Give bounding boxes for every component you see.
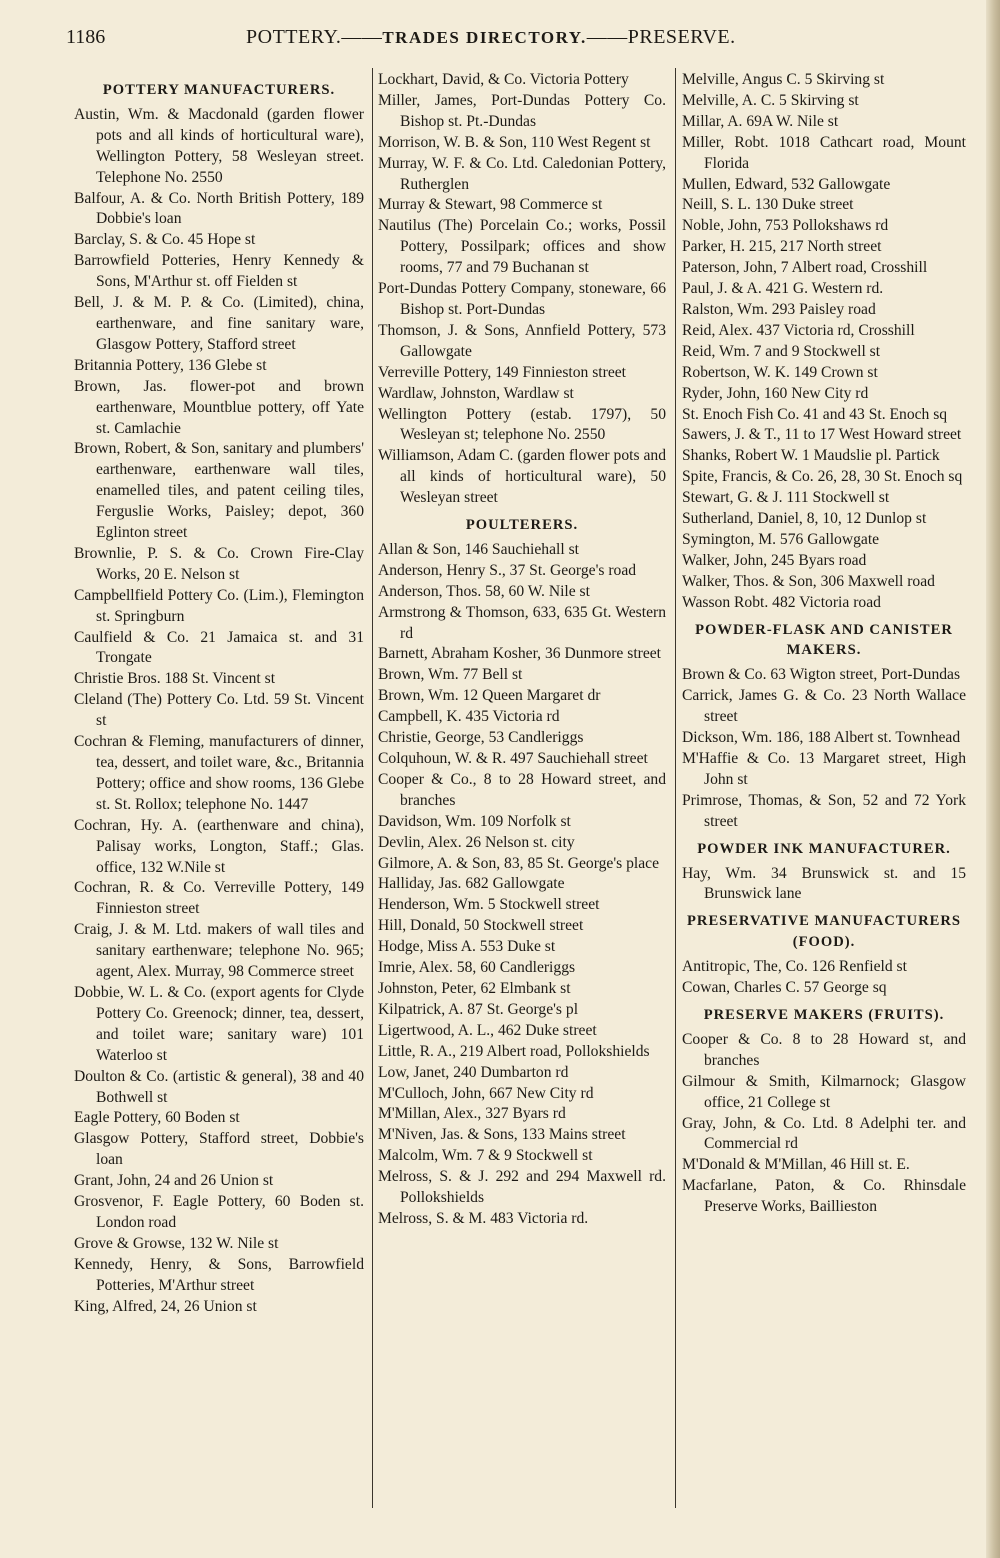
directory-entry: Mullen, Edward, 532 Gallowgate xyxy=(682,175,891,193)
directory-entry: Barclay, S. & Co. 45 Hope st xyxy=(74,231,256,249)
directory-entry: Anderson, Thos. 58, 60 W. Nile st xyxy=(378,582,590,600)
running-title-left: POTTERY. xyxy=(246,26,342,48)
directory-entry: Robertson, W. K. 149 Crown st xyxy=(682,363,878,381)
directory-entry: Walker, Thos. & Son, 306 Maxwell road xyxy=(682,572,935,590)
directory-entry: Spite, Francis, & Co. 26, 28, 30 St. Enoch sq xyxy=(682,468,963,486)
directory-entry: Morrison, W. B. & Son, 110 West Regent st xyxy=(378,133,651,151)
directory-entry: M'Culloch, John, 667 New City rd xyxy=(378,1084,594,1102)
directory-entry: Macfarlane, Paton, & Co. Rhinsdale Preserve Works, Baillieston xyxy=(682,1177,966,1216)
directory-entry: Johnston, Peter, 62 Elmbank st xyxy=(378,979,571,997)
directory-entry: Lockhart, David, & Co. Victoria Pottery xyxy=(378,71,629,88)
directory-entry: Parker, H. 215, 217 North street xyxy=(682,238,882,256)
directory-entry: Ralston, Wm. 293 Paisley road xyxy=(682,300,876,318)
directory-entry: Stewart, G. & J. 111 Stockwell st xyxy=(682,489,890,507)
directory-entry: Miller, James, Port-Dundas Pottery Co. Bishop st. Pt.-Dundas xyxy=(378,91,666,130)
directory-entry: St. Enoch Fish Co. 41 and 43 St. Enoch sq xyxy=(682,405,948,423)
directory-entry: Ligertwood, A. L., 462 Duke street xyxy=(378,1021,597,1039)
directory-entry: Hill, Donald, 50 Stockwell street xyxy=(378,917,584,935)
directory-entry: Nautilus (The) Porcelain Co.; works, Possil Pottery, Possilpark; offices and show rooms, 77 and 79 Buchanan st xyxy=(378,217,666,277)
directory-entry: Barrowfield Potteries, Henry Kennedy & Sons, M'Arthur st. off Fielden st xyxy=(74,252,364,291)
directory-entry: King, Alfred, 24, 26 Union st xyxy=(74,1297,257,1315)
directory-entry: Williamson, Adam C. (garden flower pots and all kinds of horticultural ware), 50 Wesleyan street xyxy=(378,447,666,507)
section-heading: PRESERVATIVE MANUFACTURERS (FOOD). xyxy=(686,913,961,951)
directory-entry: Verreville Pottery, 149 Finnieston street xyxy=(378,363,627,381)
directory-entry: Antitropic, The, Co. 126 Renfield st xyxy=(682,958,907,976)
directory-entry: Bell, J. & M. P. & Co. (Limited), china, earthenware, and fine sanitary ware, Glasgow Pottery, Stafford street xyxy=(74,294,364,353)
directory-entry: Wellington Pottery (estab. 1797), 50 Wesleyan st; telephone No. 2550 xyxy=(378,405,666,444)
section-heading: POWDER INK MANUFACTURER. xyxy=(697,840,951,857)
directory-entry: Gilmore, A. & Son, 83, 85 St. George's place xyxy=(378,854,660,872)
directory-entry: Austin, Wm. & Macdonald (garden flower pots and all kinds of horticultural ware), Wellington Pottery, 58 Wesleyan street. Telephone No. 2550 xyxy=(74,105,364,186)
directory-entry: Neill, S. L. 130 Duke street xyxy=(682,196,854,214)
running-title-right: PRESERVE. xyxy=(627,26,736,48)
directory-entry: Walker, John, 245 Byars road xyxy=(682,551,867,569)
directory-entry: Wasson Robt. 482 Victoria road xyxy=(682,593,881,611)
directory-entry: Brown, Wm. 12 Queen Margaret dr xyxy=(378,687,601,705)
directory-entry: Reid, Alex. 437 Victoria rd, Crosshill xyxy=(682,321,915,339)
directory-entry: Sutherland, Daniel, 8, 10, 12 Dunlop st xyxy=(682,510,927,528)
directory-entry: Kilpatrick, A. 87 St. George's pl xyxy=(378,1000,579,1018)
directory-entry: Dobbie, W. L. & Co. (export agents for Clyde Pottery Co. Greenock; dinner, tea, dessert, and toilet ware; sanitary ware) 101 Waterloo st xyxy=(74,983,364,1064)
directory-entry: Brown, Robert, & Son, sanitary and plumbers' earthenware, earthenware wall tiles, enamelled tiles, and patent ceiling tiles, Ferguslie Works, Paisley; depot, 360 Eglinton street xyxy=(74,440,364,542)
directory-entry: Devlin, Alex. 26 Nelson st. city xyxy=(378,833,575,851)
directory-entry: Ryder, John, 160 New City rd xyxy=(682,384,869,402)
section-heading: POWDER-FLASK AND CANISTER MAKERS. xyxy=(695,621,953,659)
directory-entry: Grosvenor, F. Eagle Pottery, 60 Boden st. London road xyxy=(74,1193,364,1231)
directory-entry: Doulton & Co. (artistic & general), 38 and 40 Bothwell st xyxy=(74,1067,364,1106)
running-title: POTTERY.——TRADES DIRECTORY.——PRESERVE. xyxy=(246,26,736,48)
column-1 xyxy=(74,70,364,1317)
directory-entry: Caulfield & Co. 21 Jamaica st. and 31 Trongate xyxy=(74,628,364,667)
directory-entry: Melville, A. C. 5 Skirving st xyxy=(682,91,859,109)
directory-entry: Grove & Growse, 132 W. Nile st xyxy=(74,1234,279,1252)
directory-entry: Eagle Pottery, 60 Boden st xyxy=(74,1109,240,1127)
directory-entry: Campbellfield Pottery Co. (Lim.), Flemington st. Springburn xyxy=(74,586,364,625)
directory-entry: Symington, M. 576 Gallowgate xyxy=(682,530,880,548)
directory-entry: Christie, George, 53 Candleriggs xyxy=(378,729,584,747)
directory-entry: Gilmour & Smith, Kilmarnock; Glasgow office, 21 College st xyxy=(682,1072,966,1111)
directory-entry: Colquhoun, W. & R. 497 Sauchiehall street xyxy=(378,750,648,767)
directory-entry: M'Donald & M'Millan, 46 Hill st. E. xyxy=(682,1156,910,1174)
column-rule xyxy=(675,68,676,1508)
directory-entry: Hodge, Miss A. 553 Duke st xyxy=(378,938,556,956)
directory-entry: Christie Bros. 188 St. Vincent st xyxy=(74,670,276,688)
directory-entry: Hay, Wm. 34 Brunswick st. and 15 Brunswick lane xyxy=(682,864,966,903)
directory-entry: Melville, Angus C. 5 Skirving st xyxy=(682,71,885,88)
running-head xyxy=(66,26,926,56)
directory-entry: M'Haffie & Co. 13 Margaret street, High John st xyxy=(682,750,966,788)
directory-entry: Shanks, Robert W. 1 Maudslie pl. Partick xyxy=(682,447,940,465)
directory-entry: Cochran & Fleming, manufacturers of dinner, tea, dessert, and toilet ware, &c., Britannia Pottery; office and show rooms, 136 Glebe st. St. Rollox; telephone No. 1447 xyxy=(74,733,364,813)
directory-entry: Halliday, Jas. 682 Gallowgate xyxy=(378,875,565,893)
directory-entry: M'Niven, Jas. & Sons, 133 Mains street xyxy=(378,1126,626,1144)
page-number: 1186 xyxy=(66,26,106,48)
directory-entry: Britannia Pottery, 136 Glebe st xyxy=(74,356,267,374)
directory-entry: Cochran, Hy. A. (earthenware and china), Palisay works, Longton, Staff.; Glas. office, 132 W.Nile st xyxy=(74,816,364,876)
directory-entry: Campbell, K. 435 Victoria rd xyxy=(378,708,560,726)
directory-entry: Paul, J. & A. 421 G. Western rd. xyxy=(682,280,884,298)
directory-entry: Murray, W. F. & Co. Ltd. Caledonian Pottery, Rutherglen xyxy=(378,154,666,193)
directory-entry: Noble, John, 753 Pollokshaws rd xyxy=(682,217,889,235)
directory-entry: M'Millan, Alex., 327 Byars rd xyxy=(378,1105,566,1123)
directory-entry: Cooper & Co., 8 to 28 Howard street, and branches xyxy=(378,770,666,809)
directory-entry: Allan & Son, 146 Sauchiehall st xyxy=(378,540,579,558)
directory-entry: Port-Dundas Pottery Company, stoneware, 66 Bishop st. Port-Dundas xyxy=(378,280,666,318)
directory-entry: Little, R. A., 219 Albert road, Pollokshields xyxy=(378,1042,650,1060)
directory-entry: Barnett, Abraham Kosher, 36 Dunmore street xyxy=(378,645,662,663)
directory-entry: Cowan, Charles C. 57 George sq xyxy=(682,979,887,997)
directory-entry: Cooper & Co. 8 to 28 Howard st, and branches xyxy=(682,1030,966,1069)
directory-entry: Brown, Wm. 77 Bell st xyxy=(378,666,523,684)
section-heading: POTTERY MANUFACTURERS. xyxy=(102,82,336,98)
directory-entry: Armstrong & Thomson, 633, 635 Gt. Western rd xyxy=(378,603,666,642)
directory-entry: Balfour, A. & Co. North British Pottery, 189 Dobbie's loan xyxy=(74,189,364,228)
directory-entry: Melross, S. & J. 292 and 294 Maxwell rd. Pollokshields xyxy=(378,1168,666,1207)
directory-entry: Imrie, Alex. 58, 60 Candleriggs xyxy=(378,959,576,977)
directory-entry: Miller, Robt. 1018 Cathcart road, Mount Florida xyxy=(682,133,966,172)
directory-entry: Anderson, Henry S., 37 St. George's road xyxy=(378,561,637,579)
directory-entry: Henderson, Wm. 5 Stockwell street xyxy=(378,896,600,914)
directory-entry: Brownlie, P. S. & Co. Crown Fire-Clay Works, 20 E. Nelson st xyxy=(74,544,364,583)
directory-entry: Kennedy, Henry, & Sons, Barrowfield Potteries, M'Arthur street xyxy=(74,1255,364,1294)
directory-entry: Millar, A. 69A W. Nile st xyxy=(682,112,839,130)
directory-entry: Wardlaw, Johnston, Wardlaw st xyxy=(378,384,574,402)
directory-entry: Grant, John, 24 and 26 Union st xyxy=(74,1172,274,1190)
directory-entry: Craig, J. & M. Ltd. makers of wall tiles and sanitary earthenware; telephone No. 965; agent, Alex. Murray, 98 Commerce street xyxy=(74,921,364,981)
column-rule xyxy=(372,68,373,1508)
directory-entry: Brown, Jas. flower-pot and brown earthenware, Mountblue pottery, off Yate st. Camlachie xyxy=(74,377,364,437)
directory-entry: Dickson, Wm. 186, 188 Albert st. Townhead xyxy=(682,729,961,747)
directory-entry: Thomson, J. & Sons, Annfield Pottery, 573 Gallowgate xyxy=(378,321,666,360)
directory-entry: Malcolm, Wm. 7 & 9 Stockwell st xyxy=(378,1147,593,1165)
directory-entry: Gray, John, & Co. Ltd. 8 Adelphi ter. and Commercial rd xyxy=(682,1114,966,1153)
directory-entry: Paterson, John, 7 Albert road, Crosshill xyxy=(682,259,928,277)
directory-entry: Melross, S. & M. 483 Victoria rd. xyxy=(378,1209,589,1227)
directory-entry: Reid, Wm. 7 and 9 Stockwell st xyxy=(682,342,881,360)
directory-entry: Low, Janet, 240 Dumbarton rd xyxy=(378,1063,569,1081)
directory-entry: Davidson, Wm. 109 Norfolk st xyxy=(378,812,571,830)
directory-entry: Cochran, R. & Co. Verreville Pottery, 149 Finnieston street xyxy=(74,879,364,918)
directory-entry: Glasgow Pottery, Stafford street, Dobbie's loan xyxy=(74,1130,364,1169)
directory-entry: Primrose, Thomas, & Son, 52 and 72 York street xyxy=(682,791,966,830)
section-heading: POULTERERS. xyxy=(465,517,579,534)
section-heading: PRESERVE MAKERS (FRUITS). xyxy=(703,1006,945,1023)
directory-entry: Brown & Co. 63 Wigton street, Port-Dundas xyxy=(682,666,961,684)
directory-entry: Murray & Stewart, 98 Commerce st xyxy=(378,196,603,214)
column-2 xyxy=(378,70,666,1230)
directory-entry: Sawers, J. & T., 11 to 17 West Howard street xyxy=(682,426,962,444)
directory-entry: Carrick, James G. & Co. 23 North Wallace street xyxy=(682,687,966,726)
page-edge xyxy=(986,0,1000,1558)
column-3 xyxy=(682,70,966,1218)
directory-entry: Cleland (The) Pottery Co. Ltd. 59 St. Vincent st xyxy=(74,691,364,730)
running-title-center: TRADES DIRECTORY. xyxy=(382,28,587,47)
